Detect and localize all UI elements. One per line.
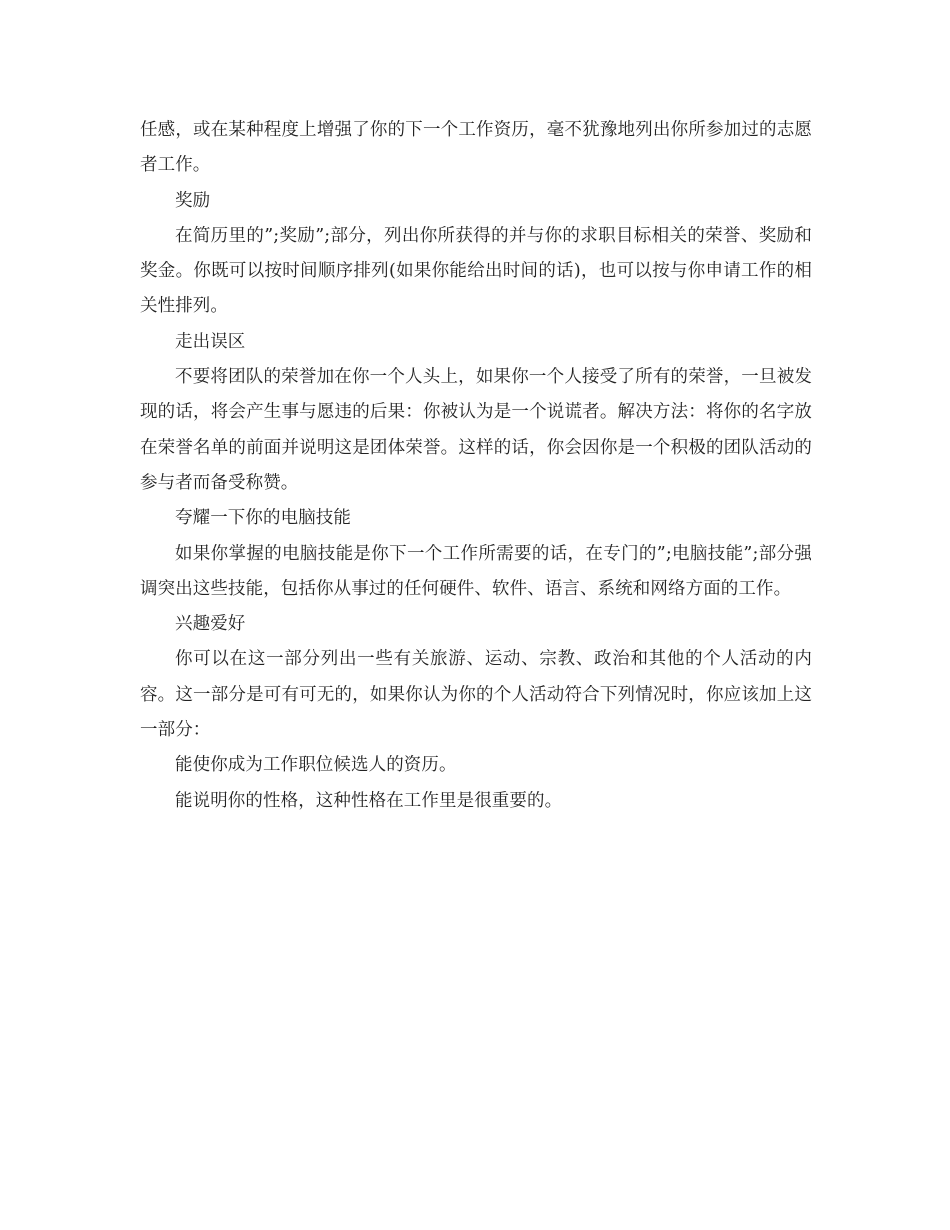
list-item-personality: 能说明你的性格，这种性格在工作里是很重要的。 (175, 790, 563, 811)
paragraph-volunteer-continuation: 任感，或在某种程度上增强了你的下一个工作资历，毫不犹豫地列出你所参加过的志愿者工作。 (140, 120, 812, 176)
paragraph-avoid-mistakes: 不要将团队的荣誉加在你一个人头上，如果你一个人接受了所有的荣誉，一旦被发现的话，将会产生事与愿违的后果：你被认为是一个说谎者。解决方法：将你的名字放在荣誉名单的前面并说明这是团体荣誉。这样的话，你会因你是一个积极的团队活动的参与者而备受称赞。 (140, 367, 812, 493)
heading-computer-skills: 夸耀一下你的电脑技能 (175, 508, 351, 529)
heading-awards: 奖励 (175, 190, 211, 211)
paragraph-awards: 在简历里的”;奖励”;部分，列出你所获得的并与你的求职目标相关的荣誉、奖励和奖金。你既可以按时间顺序排列(如果你能给出时间的话)，也可以按与你申请工作的相关性排列。 (140, 225, 812, 317)
document-body (140, 113, 812, 819)
heading-hobbies: 兴趣爱好 (175, 614, 246, 635)
paragraph-hobbies: 你可以在这一部分列出一些有关旅游、运动、宗教、政治和其他的个人活动的内容。这一部分是可有可无的，如果你认为你的个人活动符合下列情况时，你应该加上这一部分： (140, 649, 812, 741)
heading-avoid-mistakes: 走出误区 (175, 331, 246, 352)
paragraph-computer-skills: 如果你掌握的电脑技能是你下一个工作所需要的话，在专门的”;电脑技能”;部分强调突出这些技能，包括你从事过的任何硬件、软件、语言、系统和网络方面的工作。 (140, 543, 812, 599)
list-item-qualification: 能使你成为工作职位候选人的资历。 (175, 755, 457, 776)
